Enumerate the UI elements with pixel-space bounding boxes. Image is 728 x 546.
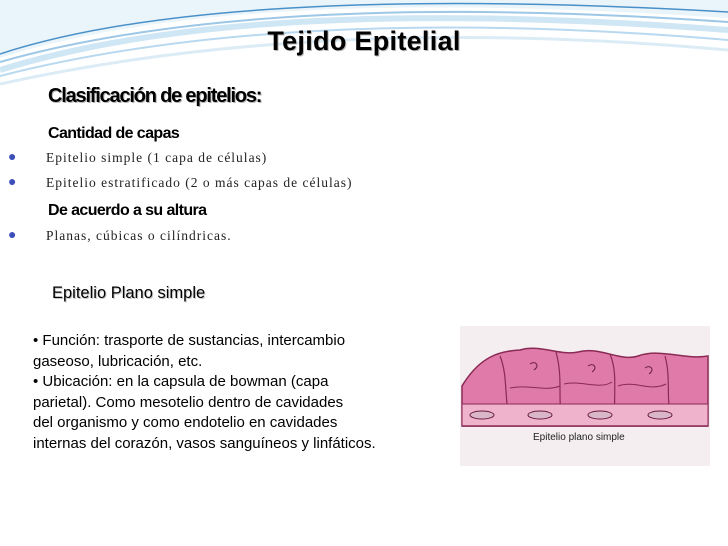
- bullet-item-stratified: [8, 175, 353, 191]
- description-line: • Ubicación: en la capsula de bowman (capa: [33, 373, 329, 391]
- figure-caption: Epitelio plano simple: [533, 432, 625, 443]
- description-line: gaseoso, lubricación, etc.: [33, 352, 203, 370]
- bullet-text: Epitelio estratificado (2 o más capas de células): [46, 175, 353, 190]
- description-line: del organismo y como endotelio en cavidades: [33, 414, 338, 432]
- bullet-item-simple: [8, 150, 268, 166]
- bullet-text: Epitelio simple (1 capa de células): [46, 150, 268, 165]
- layers-heading: Cantidad de capas: [48, 125, 180, 142]
- subsection-title: Epitelio Plano simple: [52, 284, 206, 302]
- bullet-text: Planas, cúbicas o cilíndricas.: [46, 228, 232, 243]
- height-heading: De acuerdo a su altura: [48, 202, 207, 219]
- description-line: internas del corazón, vasos sanguíneos y linfáticos.: [33, 434, 376, 452]
- bullet-icon: ●: [8, 175, 17, 190]
- epithelium-illustration: [460, 326, 710, 466]
- bullet-icon: ●: [8, 150, 17, 165]
- bullet-item-shapes: [8, 228, 232, 244]
- description-text: [33, 331, 463, 455]
- classification-heading: Clasificación de epitelios:: [48, 85, 262, 107]
- bullet-icon: ●: [8, 228, 17, 243]
- slide-title: Tejido Epitelial: [267, 26, 461, 56]
- description-line: • Función: trasporte de sustancias, intercambio: [33, 332, 346, 349]
- description-line: parietal). Como mesotelio dentro de cavidades: [33, 393, 344, 411]
